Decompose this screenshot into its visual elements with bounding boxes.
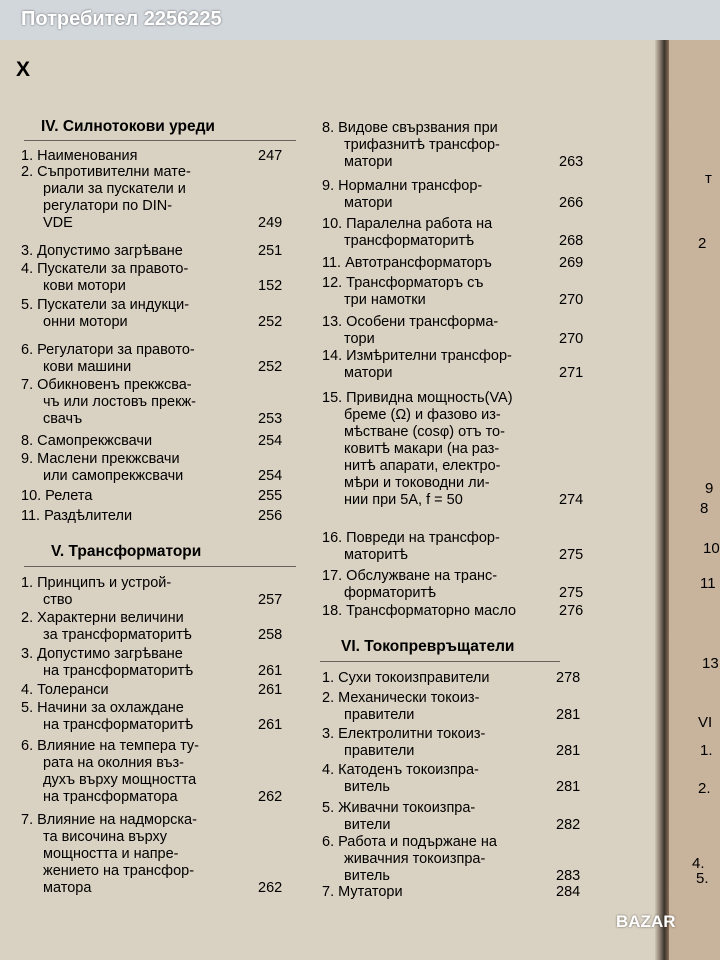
- toc-entry-text: витель: [344, 868, 390, 884]
- toc-entry-text: кови машини: [43, 359, 132, 375]
- toc-entry-text: 16. Повреди на трансфор-: [322, 530, 500, 546]
- toc-entry-text: 6. Регулатори за правото-: [21, 342, 195, 358]
- toc-page-number: 278: [556, 670, 581, 686]
- toc-entry-text: регулатори по DIN-: [43, 198, 173, 214]
- toc-entry-text: 1. Сухи токоизправители: [322, 670, 490, 686]
- toc-page-number: 269: [559, 255, 584, 271]
- toc-page-number: 275: [559, 547, 584, 563]
- marketplace-logo: BAZAR: [616, 912, 676, 931]
- toc-entry-text: трансформаторитѣ: [344, 233, 475, 249]
- next-page-fragment: 13: [702, 655, 719, 672]
- toc-page-number: 152: [258, 278, 283, 294]
- toc-entry-text: форматоритѣ: [344, 585, 437, 601]
- toc-entry-text: мѣри и тоководни ли-: [344, 475, 490, 491]
- toc-entry-text: маторитѣ: [344, 547, 408, 563]
- toc-page-number: 266: [559, 195, 584, 211]
- toc-page-number: 281: [556, 743, 581, 759]
- section-heading-6: VI. Токопревръщатели: [341, 638, 515, 655]
- toc-entry-text: 6. Влияние на темпера ту-: [21, 738, 199, 754]
- toc-entry-text: правители: [344, 707, 415, 723]
- toc-entry-text: ковитѣ макари (на раз-: [344, 441, 500, 457]
- toc-page-number: 262: [258, 880, 283, 896]
- next-page-fragment: 1.: [700, 742, 713, 759]
- toc-entry-text: риали за пускатели и: [43, 181, 186, 197]
- toc-entry-text: правители: [344, 743, 415, 759]
- toc-entry-text: 3. Допустимо загрѣване: [21, 646, 183, 662]
- toc-entry-text: 7. Влияние на надморска-: [21, 812, 197, 828]
- toc-entry-text: на трансформатора: [43, 789, 178, 805]
- toc-entry-text: 9. Нормални трансфор-: [322, 178, 483, 194]
- toc-entry-text: та височина върху: [43, 829, 167, 845]
- book-gutter: [655, 0, 669, 960]
- toc-entry-text: матори: [344, 365, 393, 381]
- toc-page-number: 253: [258, 411, 283, 427]
- toc-entry-text: матори: [344, 195, 393, 211]
- toc-page-number: 261: [258, 663, 283, 679]
- toc-page-number: 281: [556, 707, 581, 723]
- toc-page-number: 283: [556, 868, 581, 884]
- toc-page-number: 251: [258, 243, 283, 259]
- watermark-user: Потребител 2256225: [21, 8, 222, 30]
- toc-page-number: 249: [258, 215, 283, 231]
- toc-page-number: 252: [258, 314, 283, 330]
- toc-entry-text: 10. Релета: [21, 488, 93, 504]
- toc-entry-text: 2. Съпротивителни матe-: [21, 164, 191, 180]
- toc-page-number: 275: [559, 585, 584, 601]
- toc-entry-text: 8. Самопрекжсвачи: [21, 433, 153, 449]
- toc-entry-text: рата на околния въз-: [43, 755, 185, 771]
- toc-entry-text: 10. Паралелна работа на: [322, 216, 493, 232]
- toc-entry-text: бреме (Ω) и фазово из-: [344, 407, 501, 423]
- toc-entry-text: VDE: [43, 215, 73, 231]
- toc-entry-text: 1. Принципъ и устрой-: [21, 575, 172, 591]
- toc-entry-text: 5. Пускатели за индукци-: [21, 297, 190, 313]
- toc-entry-text: нитѣ апарати, електро-: [344, 458, 501, 474]
- toc-entry-text: 3. Електролитни токоиз-: [322, 726, 486, 742]
- toc-page-number: 270: [559, 292, 584, 308]
- toc-page-number: 276: [559, 603, 584, 619]
- next-page-fragment: 10: [703, 540, 720, 557]
- toc-entry-text: 13. Особени трансформа-: [322, 314, 499, 330]
- toc-entry-text: мощността и напре-: [43, 846, 179, 862]
- toc-page-number: 252: [258, 359, 283, 375]
- toc-entry-text: вители: [344, 817, 391, 833]
- toc-page-number: 257: [258, 592, 283, 608]
- next-page-fragment: 9: [705, 480, 714, 497]
- toc-page-number: 284: [556, 884, 581, 900]
- toc-page-number: 271: [559, 365, 584, 381]
- watermark-bar: [0, 0, 720, 40]
- toc-page-number: 262: [258, 789, 283, 805]
- toc-entry-text: 5. Начини за охлаждане: [21, 700, 184, 716]
- toc-page-number: 247: [258, 148, 283, 164]
- toc-entry-text: 1. Наименования: [21, 148, 138, 164]
- toc-page-number: 282: [556, 817, 581, 833]
- toc-entry-text: жението на трансфор-: [43, 863, 195, 879]
- toc-page-number: 261: [258, 717, 283, 733]
- toc-page-number: 255: [258, 488, 283, 504]
- toc-page-number: 254: [258, 468, 283, 484]
- toc-entry-text: мѣстване (cosφ) отъ то-: [344, 424, 505, 440]
- toc-entry-text: нии при 5A, f = 50: [344, 492, 463, 508]
- section-rule: [320, 661, 560, 662]
- next-page-fragment: 4.: [692, 855, 705, 872]
- toc-entry-text: тори: [344, 331, 375, 347]
- toc-entry-text: чъ или лостовъ прекж-: [43, 394, 196, 410]
- section-heading-5: V. Трансформатори: [51, 543, 202, 560]
- toc-entry-text: 11. Раздѣлители: [21, 508, 133, 524]
- toc-page-number: 268: [559, 233, 584, 249]
- toc-entry-text: 8. Видове свързвания при: [322, 120, 498, 136]
- toc-entry-text: трифазнитѣ трансфор-: [344, 137, 500, 153]
- toc-page-number: 256: [258, 508, 283, 524]
- toc-entry-text: 2. Характерни величини: [21, 610, 184, 626]
- toc-entry-text: 4. Пускатели за правото-: [21, 261, 189, 277]
- toc-entry-text: на трансформаторитѣ: [43, 717, 194, 733]
- toc-entry-text: духъ върху мощността: [43, 772, 197, 788]
- section-rule: [24, 566, 296, 567]
- toc-entry-text: матори: [344, 154, 393, 170]
- toc-entry-text: свачъ: [43, 411, 83, 427]
- toc-entry-text: кови мотори: [43, 278, 126, 294]
- toc-entry-text: 15. Привидна мощность(VA): [322, 390, 513, 406]
- toc-entry-text: ство: [43, 592, 73, 608]
- toc-entry-text: 17. Обслужване на транс-: [322, 568, 498, 584]
- toc-page-number: 270: [559, 331, 584, 347]
- toc-entry-text: 12. Трансформаторъ съ: [322, 275, 484, 291]
- page-numeral: X: [16, 58, 31, 81]
- next-page-fragment: 8: [700, 500, 709, 517]
- toc-entry-text: 6. Работа и подържане на: [322, 834, 497, 850]
- next-page-fragment: т: [705, 170, 712, 187]
- toc-entry-text: 7. Мутатори: [322, 884, 403, 900]
- toc-entry-text: онни мотори: [43, 314, 128, 330]
- next-page-fragment: VI: [698, 714, 713, 731]
- toc-entry-text: 2. Механически токоиз-: [322, 690, 480, 706]
- toc-entry-text: три намотки: [344, 292, 426, 308]
- toc-entry-text: или самопрекжсвачи: [43, 468, 184, 484]
- toc-entry-text: 4. Катоденъ токоизпра-: [322, 762, 479, 778]
- toc-page-number: 258: [258, 627, 283, 643]
- toc-page-number: 263: [559, 154, 584, 170]
- toc-entry-text: 3. Допустимо загрѣване: [21, 243, 183, 259]
- next-page-fragment: 11: [700, 575, 716, 592]
- toc-page-number: 274: [559, 492, 584, 508]
- toc-entry-text: 18. Трансформаторно масло: [322, 603, 517, 619]
- toc-entry-text: на трансформаторитѣ: [43, 663, 194, 679]
- toc-entry-text: 14. Измѣрителни трансфор-: [322, 348, 512, 364]
- next-page-fragment: 2: [698, 235, 707, 252]
- toc-page-number: 261: [258, 682, 283, 698]
- toc-entry-text: матора: [43, 880, 92, 896]
- toc-entry-text: 5. Живачни токоизпра-: [322, 800, 476, 816]
- toc-entry-text: 11. Автотрансформаторъ: [322, 255, 492, 271]
- toc-entry-text: 9. Маслени прекжсвачи: [21, 451, 180, 467]
- section-rule: [24, 140, 296, 141]
- section-heading-4: IV. Силнотокови уреди: [41, 118, 215, 135]
- toc-entry-text: витель: [344, 779, 390, 795]
- toc-page-number: 254: [258, 433, 283, 449]
- toc-entry-text: 4. Толеранси: [21, 682, 109, 698]
- toc-entry-text: за трансформаторитѣ: [43, 627, 192, 643]
- next-page-fragment: 2.: [698, 780, 711, 797]
- toc-page-number: 281: [556, 779, 581, 795]
- toc-entry-text: 7. Обикновенъ прекжсва-: [21, 377, 192, 393]
- toc-entry-text: живачния токоизпра-: [344, 851, 486, 867]
- next-page-fragment: 5.: [696, 870, 709, 887]
